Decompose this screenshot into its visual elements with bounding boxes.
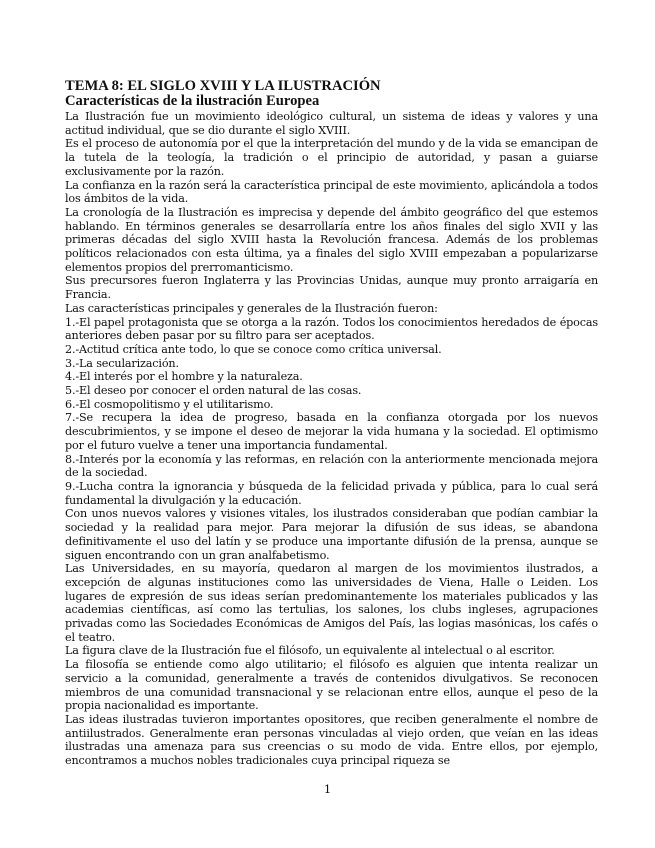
paragraph: Las Universidades, en su mayoría, quedaron al margen de los movimientos ilustrados, a excepción de algunas instituciones como las universidades de Viena, Halle o Leiden. Los lugares de expresión de sus ideas serían predominantemente los materiales publicados y las academias científicas, así como las tertulias, los salones, los clubs ingleses, agrupaciones privadas como las Sociedades Económicas de Amigos del País, las logias masónicas, los cafés o el teatro.	[65, 562, 598, 644]
paragraph: 3.-La secularización.	[65, 356, 179, 370]
paragraph: La confianza en la razón será la característica principal de este movimiento, aplicándola a todos los ámbitos de la vida.	[65, 178, 598, 206]
paragraph: 2.-Actitud crítica ante todo, lo que se conoce como crítica universal.	[65, 342, 442, 356]
paragraph: Las características principales y generales de la Ilustración fueron:	[65, 301, 438, 315]
section-subtitle: Características de la ilustración Europea	[65, 93, 320, 109]
paragraph: La filosofía se entiende como algo utilitario; el filósofo es alguien que intenta realizar un servicio a la comunidad, generalmente a través de contenidos divulgativos. Se reconocen miembros de una comunidad transnacional y se relacionan entre ellos, aunque el peso de la propia nacionalidad es importante.	[65, 658, 598, 713]
paragraph: 8.-Interés por la economía y las reformas, en relación con la anteriormente mencionada mejora de la sociedad.	[65, 452, 598, 480]
paragraph: Con unos nuevos valores y visiones vitales, los ilustrados consideraban que podían cambiar la sociedad y la realidad para mejor. Para mejorar la difusión de sus ideas, se abandona definitivamente el uso del latín y se produce una importante difusión de la prensa, aunque se siguen encontrando con un gran analfabetismo.	[65, 507, 598, 562]
document-page	[65, 78, 598, 768]
paragraph: La figura clave de la Ilustración fue el filósofo, un equivalente al intelectual o al escritor.	[65, 644, 555, 658]
page-number: 1	[323, 782, 332, 796]
paragraph: La cronología de la Ilustración es imprecisa y depende del ámbito geográfico del que estemos hablando. En términos generales se desarrollaría entre los años finales del siglo XVII y las primeras décadas del siglo XVIII hasta la Revolución francesa. Además de los problemas políticos relacionados con esta última, ya a finales del siglo XVIII empezaban a popularizarse elementos propios del prerromanticismo.	[65, 205, 598, 274]
paragraph: 9.-Lucha contra la ignorancia y búsqueda de la felicidad privada y pública, para lo cual será fundamental la divulgación y la educación.	[65, 479, 598, 507]
paragraph: La Ilustración fue un movimiento ideológico cultural, un sistema de ideas y valores y una actitud individual, que se dio durante el siglo XVIII.	[65, 110, 598, 137]
paragraph: 4.-El interés por el hombre y la naturaleza.	[65, 370, 303, 384]
paragraph: 1.-El papel protagonista que se otorga a la razón. Todos los conocimientos heredados de épocas anteriores deben pasar por su filtro para ser aceptados.	[65, 315, 598, 343]
paragraph: Las ideas ilustradas tuvieron importantes opositores, que reciben generalmente el nombre de antiilustrados. Generalmente eran personas vinculadas al viejo orden, que veían en las ideas ilustradas una amenaza para sus creencias o su modo de vida. Entre ellos, por ejemplo, encontramos a muchos nobles tradicionales cuya principal riqueza se	[65, 712, 598, 768]
document-title: TEMA 8: EL SIGLO XVIII Y LA ILUSTRACIÓN	[65, 78, 381, 94]
paragraph: 6.-El cosmopolitismo y el utilitarismo.	[65, 397, 274, 411]
paragraph: Sus precursores fueron Inglaterra y las Provincias Unidas, aunque muy pronto arraigaría en Francia.	[65, 274, 598, 302]
paragraph: 7.-Se recupera la idea de progreso, basada en la confianza otorgada por los nuevos descubrimientos, y se impone el deseo de mejorar la vida humana y la sociedad. El optimismo por el futuro vuelve a tener una importancia fundamental.	[65, 411, 598, 452]
paragraph: 5.-El deseo por conocer el orden natural de las cosas.	[65, 384, 362, 398]
body-text	[65, 110, 598, 768]
paragraph: Es el proceso de autonomía por el que la interpretación del mundo y de la vida se emancipan de la tutela de la teología, la tradición o el principio de autoridad, y pasan a guiarse exclusivamente por la razón.	[65, 137, 598, 178]
